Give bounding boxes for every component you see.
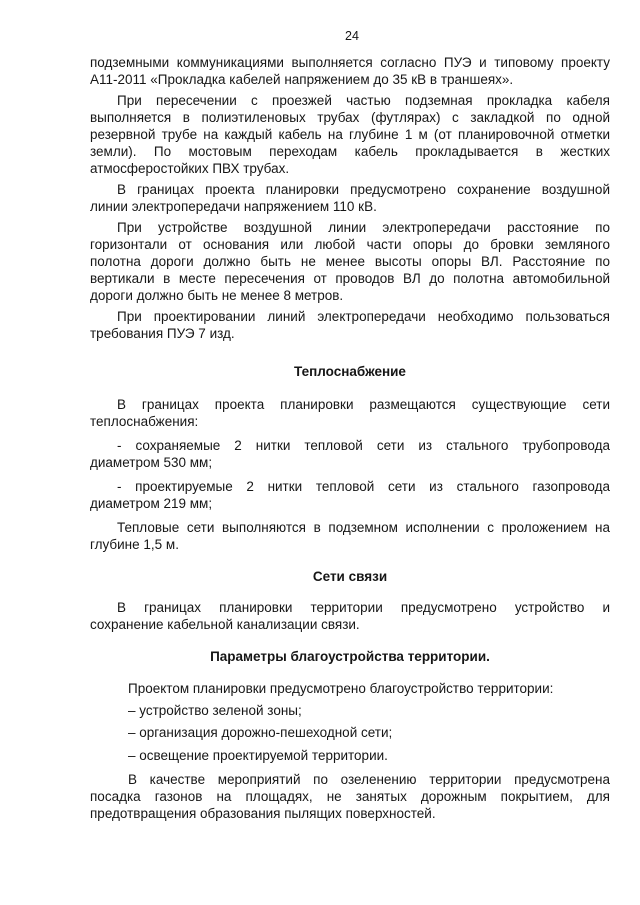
paragraph-cable-standard bbox=[90, 54, 610, 88]
page-number: 24 bbox=[345, 29, 359, 43]
text-line: В границах проекта планировки размещаются существующие сети bbox=[117, 396, 610, 412]
paragraph-landscaping-intro bbox=[90, 680, 610, 697]
text-line: выполняется в полиэтиленовых трубах (футлярах) с закладкой по одной bbox=[90, 109, 610, 125]
text-line: вертикали в месте пересечения от проводов ВЛ до полотна автомобильной bbox=[90, 270, 610, 286]
text-line: При пересечении с проезжей частью подземная прокладка кабеля bbox=[117, 92, 610, 108]
text-line: диаметром 219 мм; bbox=[90, 495, 213, 511]
text-line: В границах проекта планировки предусмотрено сохранение воздушной bbox=[117, 181, 610, 197]
text-line: резервной трубе на каждый кабель на глубине 1 м (от планировочной отметки bbox=[90, 126, 610, 142]
text-line: – организация дорожно-пешеходной сети; bbox=[128, 724, 393, 740]
heading-text: Теплоснабжение bbox=[294, 363, 406, 379]
text-line: посадка газонов на площадях, не занятых дорожным покрытием, для bbox=[90, 788, 610, 804]
text-line: - сохраняемые 2 нитки тепловой сети из стального трубопровода bbox=[117, 437, 610, 453]
paragraph-heat-networks bbox=[90, 396, 610, 430]
section-heading-landscaping bbox=[90, 648, 610, 665]
text-line: В качестве мероприятий по озеленению территории предусмотрена bbox=[128, 771, 610, 787]
list-item-pedestrian-network bbox=[90, 724, 610, 741]
text-line: требования ПУЭ 7 изд. bbox=[90, 325, 235, 341]
paragraph-underground-depth bbox=[90, 519, 610, 553]
paragraph-greening bbox=[90, 771, 610, 822]
text-line: В границах планировки территории предусмотрено устройство и bbox=[117, 599, 610, 615]
heading-text: Сети связи bbox=[312, 568, 388, 584]
text-line: атмосферостойких ПВХ трубах. bbox=[90, 160, 290, 176]
paragraph-overhead-line bbox=[90, 181, 610, 215]
list-item-planned-network bbox=[90, 478, 610, 512]
heading-text: Параметры благоустройства территории. bbox=[210, 648, 490, 664]
text-line: глубине 1,5 м. bbox=[90, 536, 179, 552]
text-line: При проектировании линий электропередачи необходимо пользоваться bbox=[117, 308, 610, 324]
text-line: линии электропередачи напряжением 110 кВ. bbox=[90, 198, 377, 214]
text-line: - проектируемые 2 нитки тепловой сети из стального газопровода bbox=[117, 478, 610, 494]
text-line: дороги должно быть не менее 8 метров. bbox=[90, 287, 344, 303]
list-item-green-zone bbox=[90, 702, 610, 719]
paragraph-clearance bbox=[90, 219, 610, 304]
text-line: сохранение кабельной канализации связи. bbox=[90, 616, 360, 632]
text-line: Проектом планировки предусмотрено благоустройство территории: bbox=[128, 680, 554, 696]
text-line: предотвращения образования пылящих поверхностей. bbox=[90, 805, 436, 821]
text-line: диаметром 530 мм; bbox=[90, 454, 213, 470]
paragraph-road-crossing bbox=[90, 92, 610, 177]
section-heading-communications bbox=[90, 568, 610, 585]
paragraph-cable-duct bbox=[90, 599, 610, 633]
text-line: Тепловые сети выполняются в подземном исполнении с проложением на bbox=[117, 519, 610, 535]
text-line: – устройство зеленой зоны; bbox=[128, 702, 302, 718]
text-line: При устройстве воздушной линии электропередачи расстояние по bbox=[117, 219, 610, 235]
section-heading-heat-supply bbox=[90, 363, 610, 380]
text-line: А11-2011 «Прокладка кабелей напряжением до 35 кВ в траншеях». bbox=[90, 71, 514, 87]
text-line: подземными коммуникациями выполняется согласно ПУЭ и типовому проекту bbox=[90, 54, 610, 70]
paragraph-pue-requirements bbox=[90, 308, 610, 342]
text-line: земли). По мостовым переходам кабель прокладывается в жестких bbox=[90, 143, 610, 159]
text-line: полотна дороги должно быть не менее высоты опоры ВЛ. Расстояние по bbox=[90, 253, 610, 269]
text-line: теплоснабжения: bbox=[90, 413, 199, 429]
list-item-lighting bbox=[90, 747, 610, 764]
text-line: – освещение проектируемой территории. bbox=[128, 747, 388, 763]
text-line: горизонтали от основания или любой части опоры до бровки земляного bbox=[90, 236, 610, 252]
list-item-preserved-network bbox=[90, 437, 610, 471]
